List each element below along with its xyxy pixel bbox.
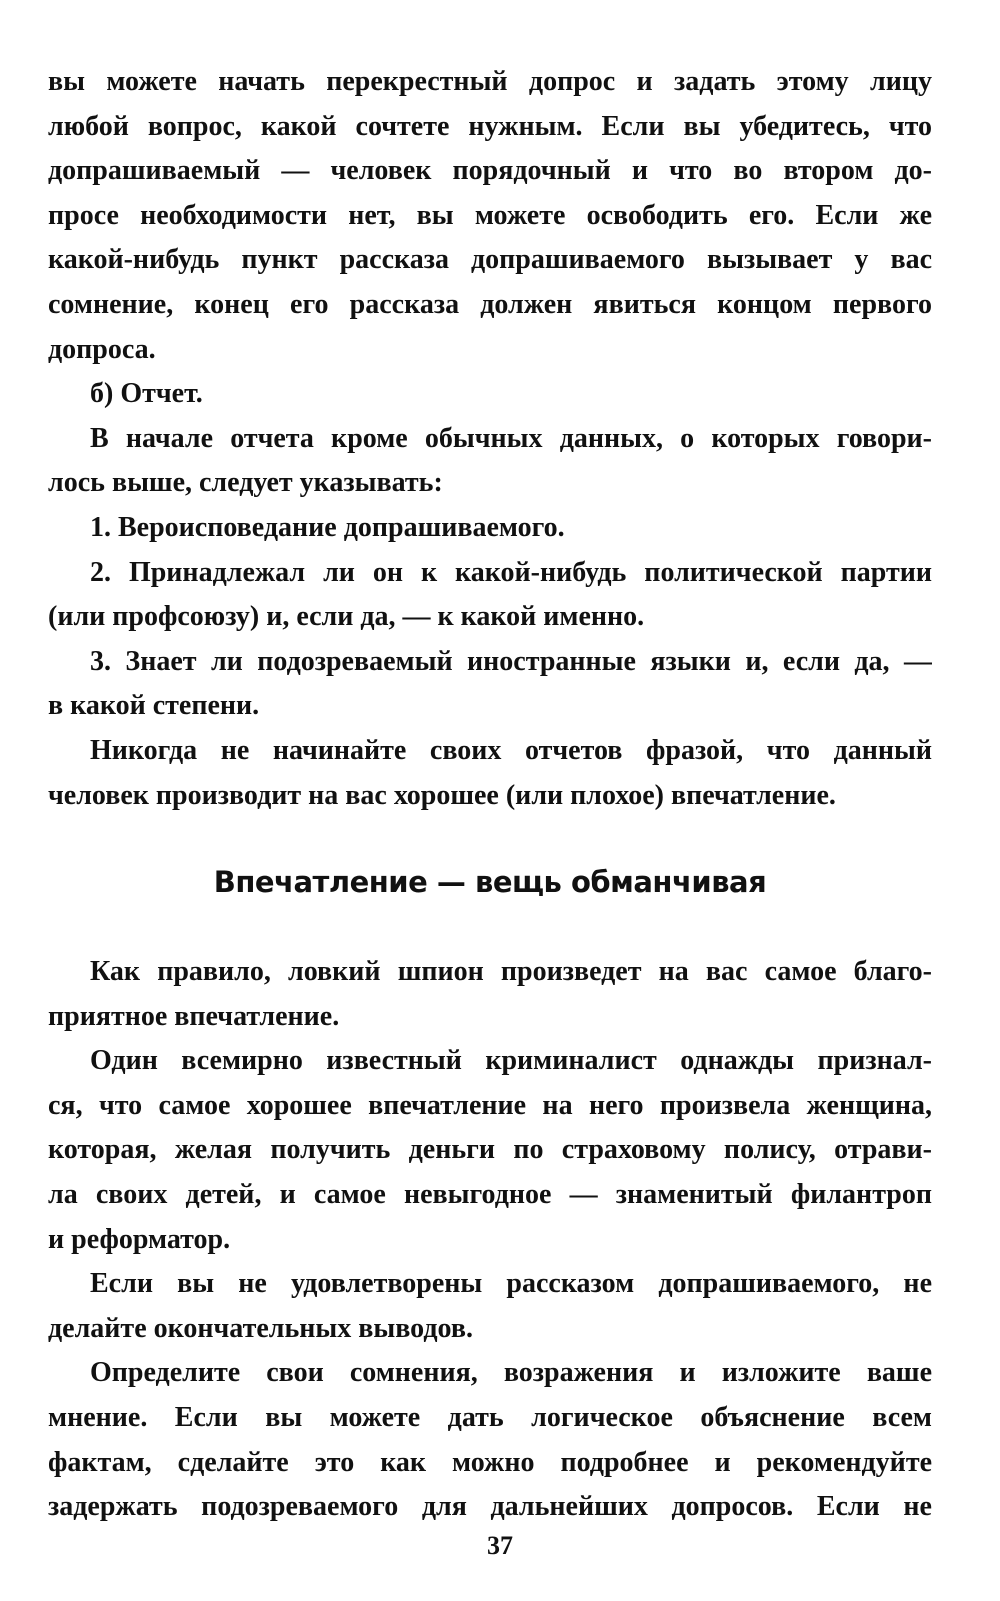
text-line: ла своих детей, и самое невыгодное — знаменитый филантроп xyxy=(48,1179,932,1211)
text-line: ся, что самое хорошее впечатление на него произвела женщина, xyxy=(48,1089,932,1121)
text-line: 2. Принадлежал ли он к какой-нибудь политической партии xyxy=(90,556,932,588)
page-number: 37 xyxy=(487,1531,513,1560)
text-line: Никогда не начинайте своих отчетов фразой, что данный xyxy=(90,734,932,766)
text-line: Если вы не удовлетворены рассказом допрашиваемого, не xyxy=(90,1268,932,1300)
section-heading: Впечатление — вещь обманчивая xyxy=(213,865,767,900)
text-line: 1. Вероисповедание допрашиваемого. xyxy=(90,511,565,543)
text-line: допроса. xyxy=(48,333,156,365)
text-line: и реформатор. xyxy=(48,1223,231,1255)
text-line: Один всемирно известный криминалист однажды признал- xyxy=(90,1045,932,1077)
text-line: приятное впечатление. xyxy=(48,1000,340,1032)
text-line: (или профсоюзу) и, если да, — к какой именно. xyxy=(48,601,645,633)
text-line: в какой степени. xyxy=(48,690,260,722)
text-line: Определите свои сомнения, возражения и изложите ваше xyxy=(90,1357,932,1389)
text-line: лось выше, следует указывать: xyxy=(48,467,443,499)
text-line: Как правило, ловкий шпион произведет на вас самое благо- xyxy=(90,956,932,988)
text-line: задержать подозреваемого для дальнейших допросов. Если не xyxy=(48,1491,932,1523)
text-block-after-heading xyxy=(48,950,932,1530)
text-line: человек производит на вас хорошее (или плохое) впечатление. xyxy=(48,779,836,811)
text-line: какой-нибудь пункт рассказа допрашиваемого вызывает у вас xyxy=(48,244,932,276)
text-line: б) Отчет. xyxy=(90,378,203,410)
text-line: фактам, сделайте это как можно подробнее и рекомендуйте xyxy=(48,1446,932,1478)
text-line: 3. Знает ли подозреваемый иностранные языки и, если да, — xyxy=(90,645,932,677)
text-line: мнение. Если вы можете дать логическое объяснение всем xyxy=(48,1402,932,1434)
text-line: допрашиваемый — человек порядочный и что во втором до- xyxy=(48,155,932,187)
text-line: любой вопрос, какой сочтете нужным. Если вы убедитесь, что xyxy=(48,110,932,142)
text-line: делайте окончательных выводов. xyxy=(48,1312,473,1344)
text-line: вы можете начать перекрестный допрос и задать этому лицу xyxy=(48,66,932,97)
text-line: просе необходимости нет, вы можете освободить его. Если же xyxy=(48,199,932,231)
text-block-before-heading xyxy=(48,60,932,818)
text-line: сомнение, конец его рассказа должен явиться концом первого xyxy=(48,288,932,320)
text-line: которая, желая получить деньги по страховому полису, отрави- xyxy=(48,1134,932,1166)
text-line: В начале отчета кроме обычных данных, о которых говори- xyxy=(90,422,932,454)
page-body xyxy=(48,60,932,1530)
